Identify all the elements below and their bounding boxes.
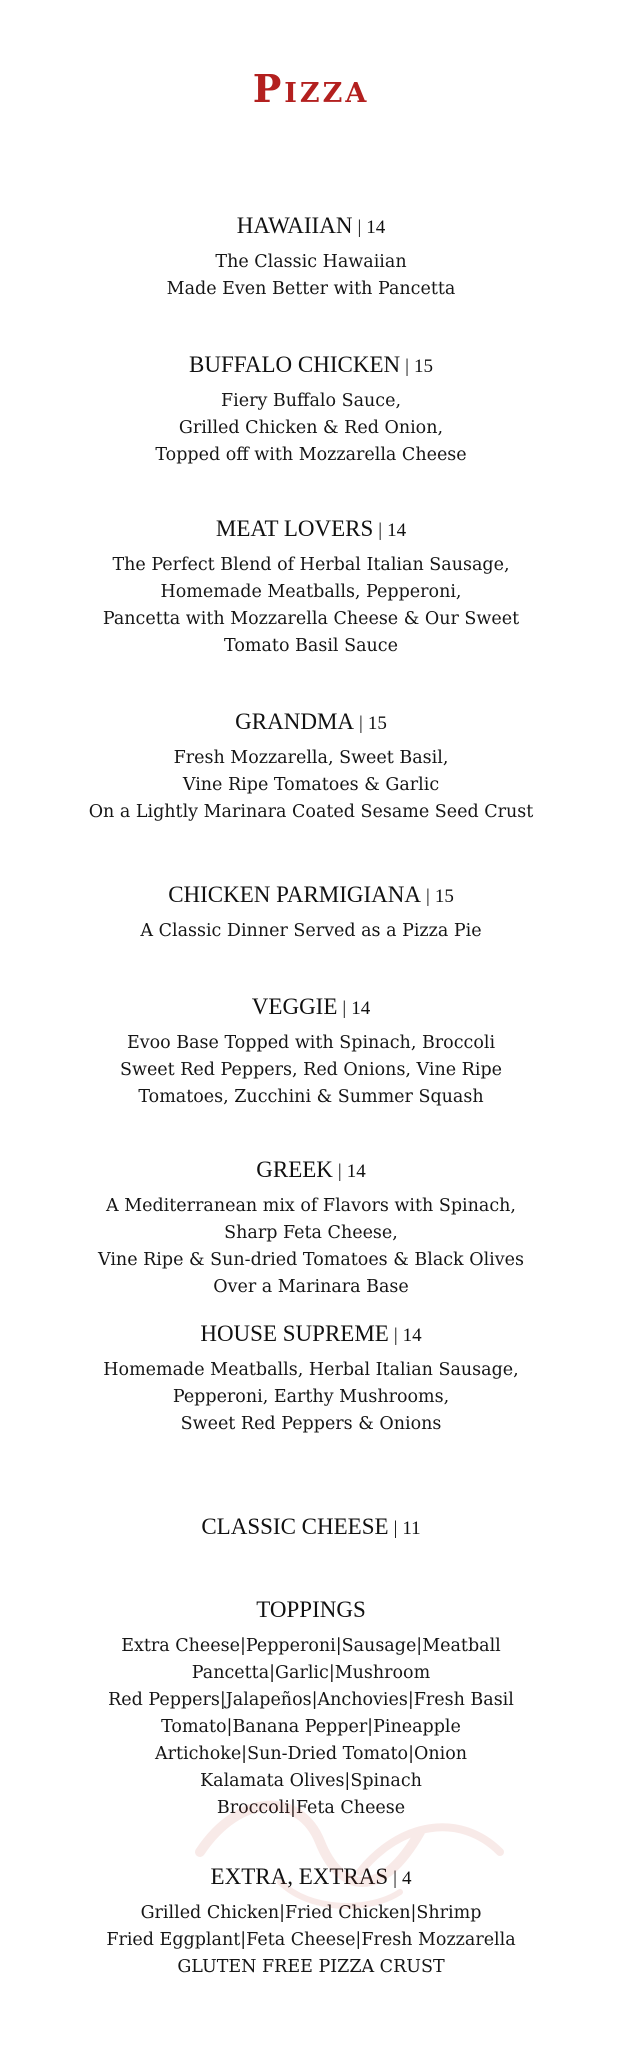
menu-item-name: CHICKEN PARMIGIANA <box>168 882 421 907</box>
menu-item <box>0 993 622 1111</box>
description-line: Fiery Buffalo Sauce, <box>220 391 402 411</box>
menu-item-name: VEGGIE <box>251 994 338 1019</box>
menu-item <box>0 1513 622 1541</box>
menu-item <box>0 515 622 660</box>
menu-item-description <box>0 388 622 469</box>
description-line: Evoo Base Topped with Spinach, Broccoli <box>126 1033 496 1053</box>
menu-item-heading <box>0 1513 622 1541</box>
menu-item-heading <box>0 212 622 240</box>
menu-item-name: HOUSE SUPREME <box>200 1321 389 1346</box>
description-line: Red Peppers|Jalapeños|Anchovies|Fresh Basil <box>108 1690 514 1710</box>
description-line: Pepperoni, Earthy Mushrooms, <box>172 1387 450 1407</box>
description-line: Fried Eggplant|Feta Cheese|Fresh Mozzarella <box>106 1930 516 1950</box>
price-separator: | <box>426 886 430 907</box>
menu-item-name: GRANDMA <box>235 709 355 734</box>
menu-item-description <box>0 249 622 303</box>
menu-item-price: 11 <box>402 1518 421 1539</box>
description-line: Tomato Basil Sauce <box>224 636 398 656</box>
price-separator: | <box>393 1518 398 1539</box>
price-separator: | <box>393 1325 398 1346</box>
description-line: Vine Ripe & Sun-dried Tomatoes & Black Olives <box>98 1250 524 1270</box>
description-line: Sweet Red Peppers, Red Onions, Vine Ripe <box>119 1060 503 1080</box>
description-line: Broccoli|Feta Cheese <box>216 1798 406 1818</box>
menu-item-description <box>0 918 622 945</box>
menu-item-heading <box>0 993 622 1021</box>
menu-item-price: 4 <box>401 1868 412 1889</box>
menu-item-description <box>0 552 622 660</box>
menu-item-heading <box>0 708 622 736</box>
description-line: Topped off with Mozzarella Cheese <box>155 445 467 465</box>
menu-item-price: 15 <box>434 886 454 907</box>
watermark-logo <box>160 1782 540 1932</box>
menu-item-name: GREEK <box>256 1157 333 1182</box>
menu-item-heading <box>0 881 622 909</box>
description-line: Extra Cheese|Pepperoni|Sausage|Meatball <box>121 1636 501 1656</box>
price-separator: | <box>359 713 363 734</box>
menu-item-name: HAWAIIAN <box>236 213 353 238</box>
description-line: Tomato|Banana Pepper|Pineapple <box>161 1717 461 1737</box>
description-line: The Perfect Blend of Herbal Italian Sausage, <box>112 555 510 575</box>
description-line: Grilled Chicken & Red Onion, <box>178 418 444 438</box>
description-line: A Classic Dinner Served as a Pizza Pie <box>140 921 482 941</box>
menu-item-price: 14 <box>387 520 407 541</box>
price-separator: | <box>357 217 362 238</box>
menu-item-description <box>0 1357 622 1438</box>
menu-item-description <box>0 1030 622 1111</box>
description-line: Artichoke|Sun-Dried Tomato|Onion <box>154 1744 468 1764</box>
menu-item <box>0 1156 622 1301</box>
price-separator: | <box>337 1161 342 1182</box>
menu-item-name: EXTRA, EXTRAS <box>210 1864 389 1889</box>
price-separator: | <box>405 356 409 377</box>
description-line: Grilled Chicken|Fried Chicken|Shrimp <box>140 1903 482 1923</box>
description-line: Over a Marinara Base <box>213 1277 409 1297</box>
menu-item-heading <box>0 515 622 543</box>
menu-item <box>0 881 622 945</box>
description-line: Kalamata Olives|Spinach <box>200 1771 422 1791</box>
description-line: Homemade Meatballs, Pepperoni, <box>160 582 462 602</box>
price-separator: | <box>342 998 347 1019</box>
menu-item-name: CLASSIC CHEESE <box>201 1514 389 1539</box>
description-line: Sweet Red Peppers & Onions <box>180 1414 442 1434</box>
description-line: Made Even Better with Pancetta <box>166 279 456 299</box>
menu-item-price: 14 <box>402 1325 422 1346</box>
menu-item-name: TOPPINGS <box>256 1597 366 1622</box>
menu-item-heading <box>0 351 622 379</box>
menu-item-price: 14 <box>351 998 371 1019</box>
menu-item-price: 14 <box>366 217 386 238</box>
menu-item <box>0 708 622 826</box>
menu-item-description <box>0 745 622 826</box>
page-title: Pizza <box>252 66 370 111</box>
menu-item-name: MEAT LOVERS <box>215 516 374 541</box>
menu-item-heading <box>0 1596 622 1624</box>
description-line: Pancetta|Garlic|Mushroom <box>191 1663 431 1683</box>
description-line: Vine Ripe Tomatoes & Garlic <box>182 775 440 795</box>
menu-item-description <box>0 1193 622 1301</box>
description-line: On a Lightly Marinara Coated Sesame Seed Crust <box>88 802 534 822</box>
description-line: Fresh Mozzarella, Sweet Basil, <box>173 748 449 768</box>
description-line: A Mediterranean mix of Flavors with Spinach, <box>106 1196 516 1216</box>
menu-item-heading <box>0 1320 622 1348</box>
description-line: Homemade Meatballs, Herbal Italian Sausage, <box>103 1360 519 1380</box>
description-line: GLUTEN FREE PIZZA CRUST <box>177 1957 445 1977</box>
menu-item-heading <box>0 1156 622 1184</box>
description-line: Tomatoes, Zucchini & Summer Squash <box>138 1087 484 1107</box>
menu-item-price: 15 <box>413 356 433 377</box>
description-line: Pancetta with Mozzarella Cheese & Our Sweet <box>102 609 520 629</box>
menu-item <box>0 351 622 469</box>
menu-item <box>0 1320 622 1438</box>
menu-item-price: 15 <box>367 713 387 734</box>
description-line: Sharp Feta Cheese, <box>224 1223 398 1243</box>
price-separator: | <box>393 1868 397 1889</box>
price-separator: | <box>378 520 383 541</box>
description-line: The Classic Hawaiian <box>215 252 407 272</box>
menu-item <box>0 212 622 303</box>
menu-item-name: BUFFALO CHICKEN <box>189 352 401 377</box>
menu-item-price: 14 <box>346 1161 366 1182</box>
